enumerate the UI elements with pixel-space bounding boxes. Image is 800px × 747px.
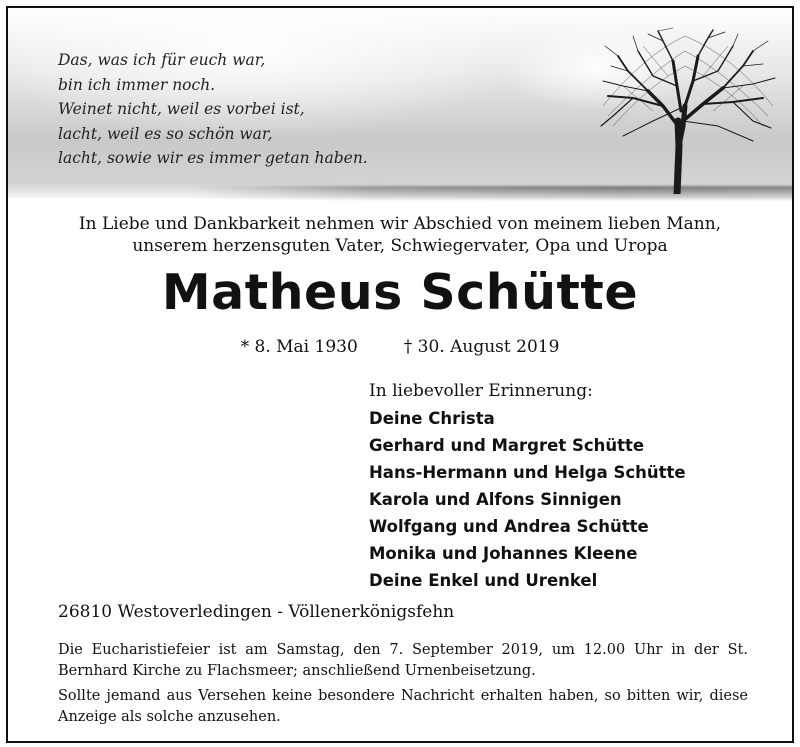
notes: [58, 640, 748, 732]
address: 26810 Westoverledingen - Völlenerkönigsfehn: [58, 602, 455, 622]
life-dates: [8, 337, 792, 357]
family-member: Gerhard und Margret Schütte: [369, 436, 645, 455]
poem-line: bin ich immer noch.: [58, 75, 216, 94]
family-member: Wolfgang und Andrea Schütte: [369, 517, 649, 536]
poem: [58, 48, 368, 171]
notice-note: Sollte jemand aus Versehen keine besondere Nachricht erhalten haben, so bitten wir, diese Anzeige als solche anzusehen.: [58, 688, 748, 725]
family-member: Deine Christa: [369, 409, 495, 428]
poem-line: Das, was ich für euch war,: [58, 51, 266, 69]
family-member: Monika und Johannes Kleene: [369, 544, 638, 563]
intro-line: In Liebe und Dankbarkeit nehmen wir Abschied von meinem lieben Mann,: [78, 214, 722, 234]
family-member: Hans-Hermann und Helga Schütte: [369, 463, 686, 482]
poem-line: lacht, weil es so schön war,: [58, 124, 273, 143]
birth-date: * 8. Mai 1930: [240, 337, 358, 357]
intro-line: unserem herzensguten Vater, Schwiegervater, Opa und Uropa: [132, 236, 668, 256]
poem-line: lacht, sowie wir es immer getan haben.: [58, 149, 368, 167]
header-banner: [8, 8, 792, 198]
poem-line: Weinet nicht, weil es vorbei ist,: [58, 100, 305, 118]
death-date: † 30. August 2019: [403, 337, 560, 357]
obituary-notice: [6, 6, 794, 743]
family-member: Karola und Alfons Sinnigen: [369, 490, 622, 509]
ceremony-note: Die Eucharistiefeier ist am Samstag, den 7. September 2019, um 12.00 Uhr in der St. Bernhard Kirche zu Flachsmeer; anschließend Urnenbeisetzung.: [58, 642, 748, 679]
family-list: [369, 378, 686, 594]
family-member: Deine Enkel und Urenkel: [369, 571, 598, 590]
deceased-name: Matheus Schütte: [161, 264, 639, 321]
tree-icon: [593, 26, 778, 194]
intro-text: [8, 213, 792, 257]
family-heading: In liebevoller Erinnerung:: [369, 381, 593, 401]
